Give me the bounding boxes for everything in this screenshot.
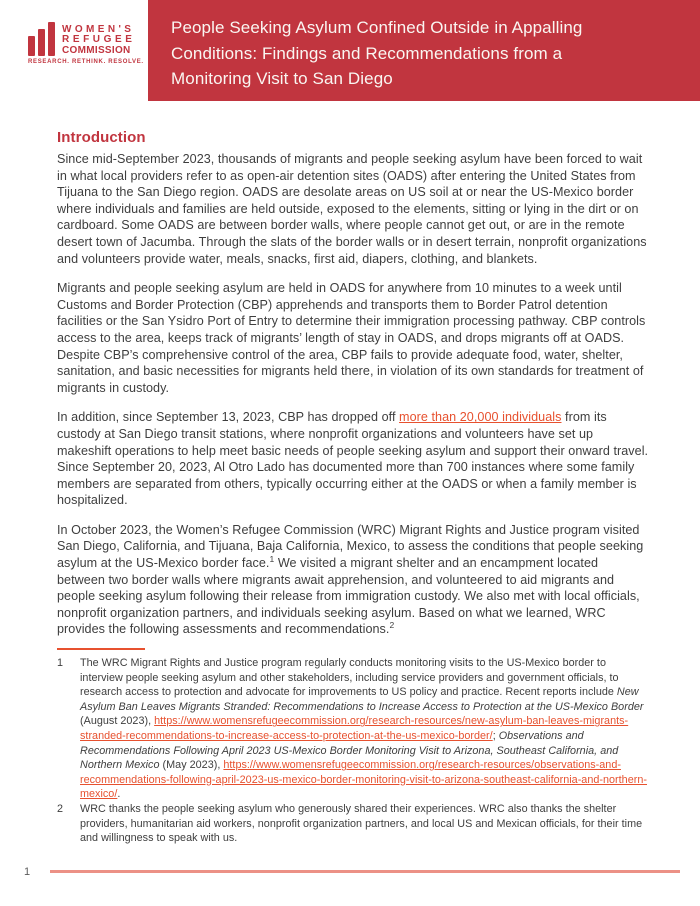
footnotes-section xyxy=(57,648,649,846)
footnote-1-text: ; xyxy=(492,729,499,742)
logo-bar-icon xyxy=(48,22,55,56)
logo-word: COMMISSION xyxy=(62,44,131,56)
footnote-1-text: (May 2023), xyxy=(159,759,224,772)
footnote-1-text: . xyxy=(117,788,121,801)
wrc-logo xyxy=(28,22,144,65)
page-title-line: Conditions: Findings and Recommendations from a xyxy=(171,43,563,63)
wrc-logo-wordmark xyxy=(62,25,136,57)
footnote-ref-1: 1 xyxy=(269,553,275,564)
footnote-number: 1 xyxy=(57,657,64,669)
footnote-1-text: The WRC Migrant Rights and Justice program regularly conducts monitoring visits to the US-Mexico border to interview people seeking asylum and other stakeholders, including service providers and government officials, to research access to protection and advocate for improvements to US policy and practice. Recent reports include xyxy=(80,657,619,699)
footer-rule xyxy=(50,870,680,873)
page-title-line: Monitoring Visit to San Diego xyxy=(171,69,393,88)
logo-bar-icon xyxy=(38,29,45,56)
logo-word: REFUGEE xyxy=(62,34,136,45)
page-number: 1 xyxy=(24,866,31,878)
paragraph-2: Migrants and people seeking asylum are held in OADS for anywhere from 10 minutes to a week until Customs and Border Protection (CBP) apprehends and transports them to Border Patrol detention facilities or the San Ysidro Port of Entry to determine their immigration processing pathway. CBP controls access to the area, keeps track of migrants’ length of stay in OADS, and drops migrants off at OADS. Despite CBP’s comprehensive control of the area, CBP fails to provide adequate food, water, shelter, sanitation, and basic necessities for migrants held there, in violation of its own standards for treatment of migrants in custody. xyxy=(57,281,646,395)
paragraph-3-text: from its custody at San Diego transit stations, where nonprofit organizations and volunteers have set up makeshift operations to help meet basic needs of people seeking asylum and support their onward travel. Since September 20, 2023, Al Otro Lado has documented more than 700 instances where some family members are separated from others, typically occurring either at the OADS or when a family member is hospitalized. xyxy=(57,410,649,508)
paragraph-4-text: We visited a migrant shelter and an encampment located between two border walls where migrants await apprehension, and volunteered to aid migrants and people seeking asylum following their release from immigration custody. We also met with local officials, nonprofit organization partners, and individuals seeking asylum. Based on what we learned, WRC provides the following assessments and recommendations. xyxy=(57,556,640,637)
main-content xyxy=(57,129,649,651)
paragraph-4 xyxy=(57,522,649,638)
footnote-1-text: (August 2023), xyxy=(80,715,155,728)
logo-word: WOMEN'S xyxy=(62,23,135,35)
footnote-1 xyxy=(57,656,649,802)
footnote-text: WRC thanks the people seeking asylum who generously shared their experiences. WRC also thanks the shelter providers, humanitarian aid workers, nonprofit organization partners, and local US and Mexican officials, for their time and willingness to speak with us. xyxy=(80,802,643,845)
report-title-italic: Observations and Recommendations Following April 2023 US-Mexico Border Monitoring Visit to Arizona, Southeast California, and Northern Mexico xyxy=(80,729,619,772)
paragraph-3-text: In addition, since September 13, 2023, CBP has dropped off xyxy=(57,410,400,425)
logo-bar-icon xyxy=(28,36,35,56)
wrc-logo-bars-icon xyxy=(28,22,55,56)
paragraph-4-text: In October 2023, the Women’s Refugee Commission (WRC) Migrant Rights and Justice program visited San Diego, California, and Tijuana, Baja California, Mexico, to assess the conditions that people seeking asylum at the US-Mexico border face. xyxy=(57,522,644,571)
report-url-link[interactable]: https://www.womensrefugeecommission.org/research-resources/observations-and-recommendations-following-april-2023-us-mexico-border-monitoring-visit-to-arizona-southeast-california-and-northern-mexico/ xyxy=(80,759,647,801)
page-title-line: People Seeking Asylum Confined Outside in Appalling xyxy=(171,18,583,37)
footnote-text xyxy=(80,656,649,802)
paragraph-3 xyxy=(57,409,649,509)
paragraph-1: Since mid-September 2023, thousands of migrants and people seeking asylum have been forced to wait in what local providers refer to as open-air detention sites (OADS) after entering the United States from Tijuana to the San Diego region. OADS are desolate areas on US soil at or near the US-Mexico border where individuals and families are held outside, exposed to the elements, sitting or lying in the dirt or on cardboard. Some OADS are between border walls, where people cannot get out, or are in the remote desert town of Jacumba. Through the slats of the border walls or in desert terrain, nonprofit organizations and volunteers provide water, meals, snacks, first aid, diapers, clothing, and blankets. xyxy=(57,152,647,266)
report-title-italic: New Asylum Ban Leaves Migrants Stranded: Recommendations to Increase Access to Protection at the US-Mexico Border xyxy=(80,686,644,713)
wrc-logo-top xyxy=(28,22,140,56)
title-banner xyxy=(148,0,700,101)
wrc-logo-tagline: RESEARCH. RETHINK. RESOLVE. xyxy=(28,59,144,65)
footnote-separator-rule xyxy=(57,648,145,650)
section-heading-introduction: Introduction xyxy=(57,129,146,146)
report-url-link[interactable]: https://www.womensrefugeecommission.org/research-resources/new-asylum-ban-leaves-migrants-stranded-recommendations-to-increase-access-to-protection-at-the-us-mexico-border/ xyxy=(80,715,629,742)
footnote-number: 2 xyxy=(57,802,64,815)
individuals-count-link[interactable]: more than 20,000 individuals xyxy=(399,410,562,425)
footnote-ref-2: 2 xyxy=(389,620,395,631)
footnote-2 xyxy=(57,802,649,846)
